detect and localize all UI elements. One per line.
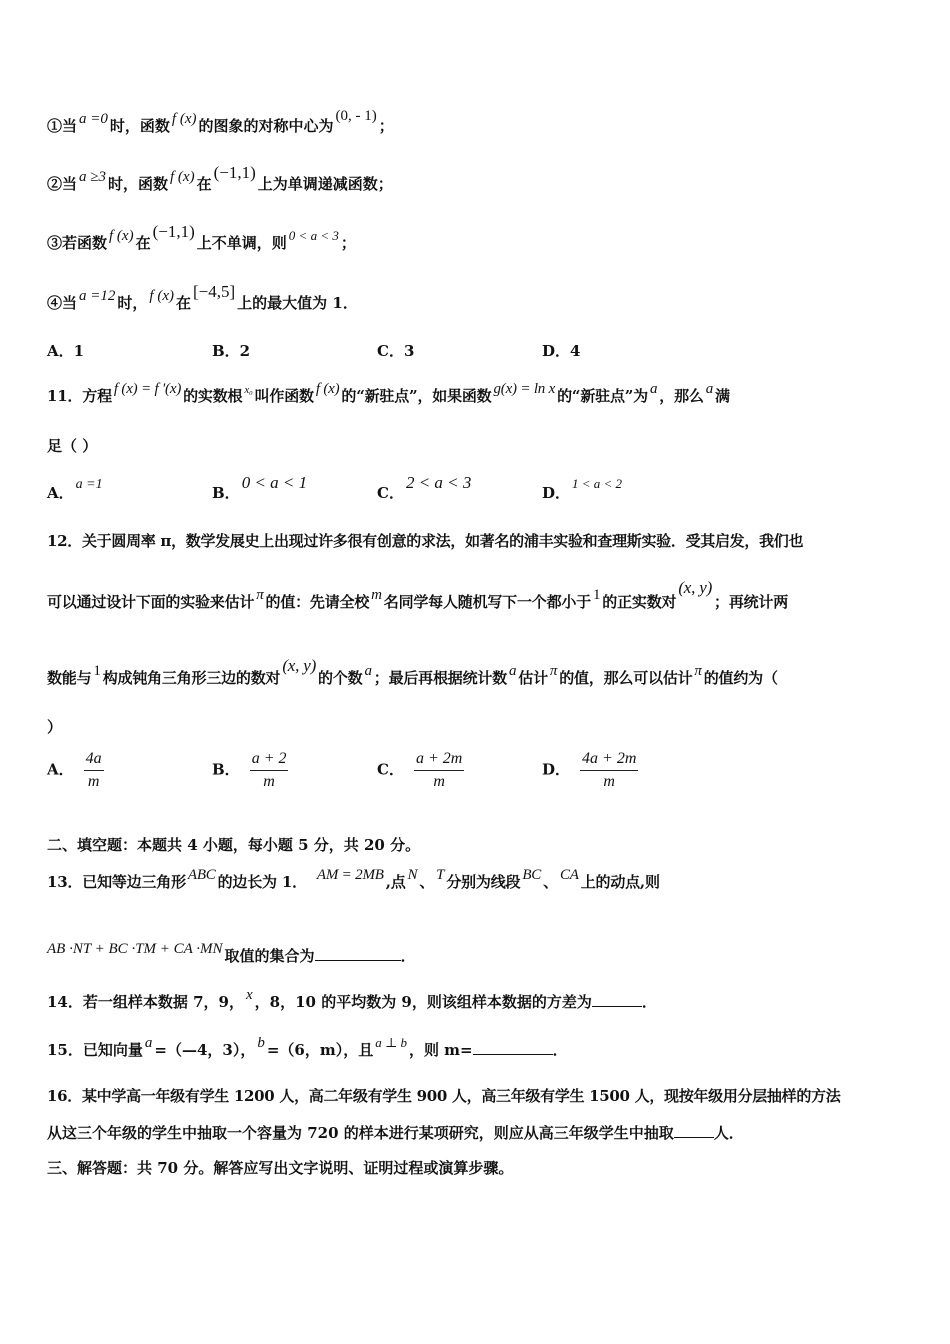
math: π: [694, 663, 702, 679]
numerator: 4a: [84, 748, 104, 771]
math: 2 < a < 3: [405, 473, 472, 492]
question-13-line-2: [47, 941, 900, 966]
math: x₀: [244, 384, 253, 396]
option-label: D．: [542, 484, 571, 502]
math: (x, y): [678, 578, 713, 597]
text: 时，函数: [108, 175, 169, 193]
q10-option-a: A．1: [47, 342, 85, 360]
text: 上的最大值为 1．: [237, 294, 358, 312]
statement-2: [47, 163, 900, 194]
math: f (x): [315, 381, 340, 397]
text: ，那么: [659, 387, 704, 405]
math: m: [371, 587, 382, 603]
text: 的边长为 1．: [217, 873, 307, 891]
q11-option-d: [542, 476, 624, 503]
text: ；最后再根据统计数: [373, 669, 507, 687]
answer-blank: [315, 946, 401, 961]
q12-option-c: [377, 748, 464, 793]
vector-expression: AB ·NT + BC ·TM + CA ·MN: [47, 941, 223, 957]
text: 叫作函数: [254, 387, 314, 405]
text: 名同学每人随机写下一个都小于: [383, 593, 591, 611]
option-label: A．: [47, 484, 74, 502]
math: (0, - 1): [335, 108, 377, 124]
text: 在: [196, 175, 212, 193]
option-label: A．: [47, 760, 74, 779]
question-12-line-4: ）: [47, 718, 63, 736]
q11-option-b: [212, 473, 309, 503]
q12-option-d: [542, 748, 638, 793]
math: 0 < a < 1: [241, 473, 308, 492]
math: a: [364, 663, 372, 679]
math: b: [257, 1035, 265, 1051]
text: 11．方程: [47, 387, 112, 405]
math: ABC: [187, 867, 216, 883]
q11-option-c: [377, 473, 473, 503]
math: g(x) = ln x: [493, 381, 556, 397]
text: ①当: [47, 117, 78, 135]
text: ④当: [47, 294, 78, 312]
text: 上不单调，则: [196, 234, 287, 252]
text: 从这三个年级的学生中抽取一个容量为 720 的样本进行某项研究，则应从高三年级学生中抽取: [47, 1124, 674, 1142]
math: (−1,1): [213, 163, 256, 182]
text: 在: [175, 294, 191, 312]
text: 上的动点,则: [580, 873, 660, 891]
text: 13．已知等边三角形: [47, 873, 186, 891]
option-label: C．: [377, 484, 404, 502]
text: 的值，那么可以估计: [559, 669, 693, 687]
math: a =0: [79, 111, 108, 127]
q10-option-c: C．3: [377, 342, 415, 360]
math: f (x): [109, 228, 134, 244]
text: ，则 m=: [408, 1041, 473, 1059]
numerator: 4a + 2m: [580, 748, 638, 771]
math: (−1,1): [152, 222, 195, 241]
question-12-line-1: 12．关于圆周率 π，数学发展史上出现过许多很有创意的求法，如著名的浦丰实验和查理斯实验．受其启发，我们也: [47, 532, 804, 550]
math: f (x): [170, 169, 195, 185]
math: T: [436, 867, 445, 883]
text: 在: [135, 234, 151, 252]
math: π: [256, 587, 264, 603]
text: 的正实数对: [602, 593, 677, 611]
statement-3: [47, 222, 900, 253]
section-3-heading: 三、解答题：共 70 分。解答应写出文字说明、证明过程或演算步骤。: [47, 1159, 514, 1177]
q12-option-b: [212, 748, 288, 793]
text: 的“新驻点”为: [557, 387, 648, 405]
math: f (x): [149, 288, 174, 304]
math: N: [407, 867, 418, 883]
text: ．: [552, 1041, 568, 1059]
option-label: D．: [542, 760, 571, 779]
text: 的实数根: [183, 387, 243, 405]
math: AM = 2MB: [316, 867, 384, 883]
numerator: a + 2: [250, 748, 289, 771]
text: ，8，10 的平均数为 9，则该组样本数据的方差为: [254, 993, 592, 1011]
text: 时，函数: [109, 117, 170, 135]
option-label: C．: [377, 760, 404, 779]
text: 时，: [117, 294, 148, 312]
text: ③若函数: [47, 234, 108, 252]
option-label: B．: [212, 760, 240, 779]
q10-option-d: D．4: [542, 342, 581, 360]
math: BC: [522, 867, 542, 883]
fraction: [414, 748, 464, 793]
math: a ≥3: [79, 169, 106, 185]
math: f (x): [171, 111, 197, 127]
answer-blank: [473, 1040, 553, 1055]
text: 估计: [518, 669, 548, 687]
text: 的个数: [318, 669, 363, 687]
denominator: m: [87, 773, 100, 790]
q11-option-a: [47, 477, 105, 503]
text: 构成钝角三角形三边的数对: [102, 669, 281, 687]
text: ②当: [47, 175, 78, 193]
math: π: [549, 663, 558, 679]
math: CA: [559, 867, 579, 883]
text: 14．若一组样本数据 7，9，: [47, 993, 244, 1011]
math: a: [705, 381, 714, 397]
text: 数能与: [47, 669, 92, 687]
text: 可以通过设计下面的实验来估计: [47, 593, 255, 611]
text: 的图象的对称中心为: [198, 117, 334, 135]
text: 、: [419, 873, 435, 891]
math: 1: [592, 587, 601, 603]
q12-option-a: [47, 748, 104, 793]
denominator: m: [603, 773, 615, 790]
math: 1: [93, 663, 101, 679]
section-2-heading: 二、填空题：本题共 4 小题，每小题 5 分，共 20 分。: [47, 836, 421, 854]
text: 取值的集合为: [224, 947, 315, 965]
text: 的值约为（: [703, 669, 778, 687]
text: 满: [715, 387, 730, 405]
math: a: [144, 1035, 153, 1051]
question-16-line-2: [47, 1122, 900, 1143]
text: ．: [400, 947, 416, 965]
text: 的“新驻点”，如果函数: [341, 387, 492, 405]
option-label: B．: [212, 484, 240, 502]
math: a ⊥ b: [375, 1035, 407, 1050]
question-16-line-1: 16．某中学高一年级有学生 1200 人，高二年级有学生 900 人，高三年级有学生 1500 人，现按年级用分层抽样的方法: [47, 1087, 841, 1105]
text: ,点: [385, 873, 406, 891]
question-11-line-2: 足（ ）: [47, 437, 98, 455]
numerator: a + 2m: [414, 748, 464, 771]
math: [−4,5]: [193, 282, 236, 301]
denominator: m: [263, 773, 275, 790]
text: =（—4，3），: [154, 1041, 256, 1059]
text: 15．已知向量: [47, 1041, 143, 1059]
fraction: [84, 748, 104, 793]
question-14: [47, 987, 900, 1012]
text: ；: [340, 234, 356, 252]
text: ；: [378, 117, 394, 135]
question-13: [47, 867, 900, 892]
question-11: [47, 381, 900, 406]
text: 的值：先请全校: [265, 593, 370, 611]
question-15: [47, 1035, 900, 1060]
math: 1 < a < 2: [572, 476, 623, 491]
q10-option-b: B．2: [212, 342, 251, 360]
math: x: [245, 987, 253, 1003]
statement-1: [47, 108, 900, 136]
denominator: m: [433, 773, 445, 790]
statement-4: [47, 282, 900, 313]
text: ．: [641, 993, 657, 1011]
text: 人．: [713, 1124, 744, 1142]
question-12-line-3: [47, 656, 900, 688]
text: ；再统计两: [714, 593, 789, 611]
fraction: [580, 748, 638, 793]
text: 、: [543, 873, 558, 891]
math: a: [508, 663, 517, 679]
math: a: [649, 381, 658, 397]
math: 0 < a < 3: [288, 228, 339, 243]
math: a =12: [79, 288, 116, 304]
fraction: [250, 748, 289, 793]
math: a =1: [75, 477, 103, 492]
answer-blank: [674, 1123, 714, 1138]
text: 分别为线段: [446, 873, 521, 891]
text: =（6，m），且: [266, 1041, 374, 1059]
question-12-line-2: [47, 578, 900, 612]
math: f (x) = f ′(x): [113, 381, 182, 397]
text: 上为单调递减函数；: [257, 175, 393, 193]
math: (x, y): [282, 656, 317, 675]
answer-blank: [592, 992, 642, 1007]
